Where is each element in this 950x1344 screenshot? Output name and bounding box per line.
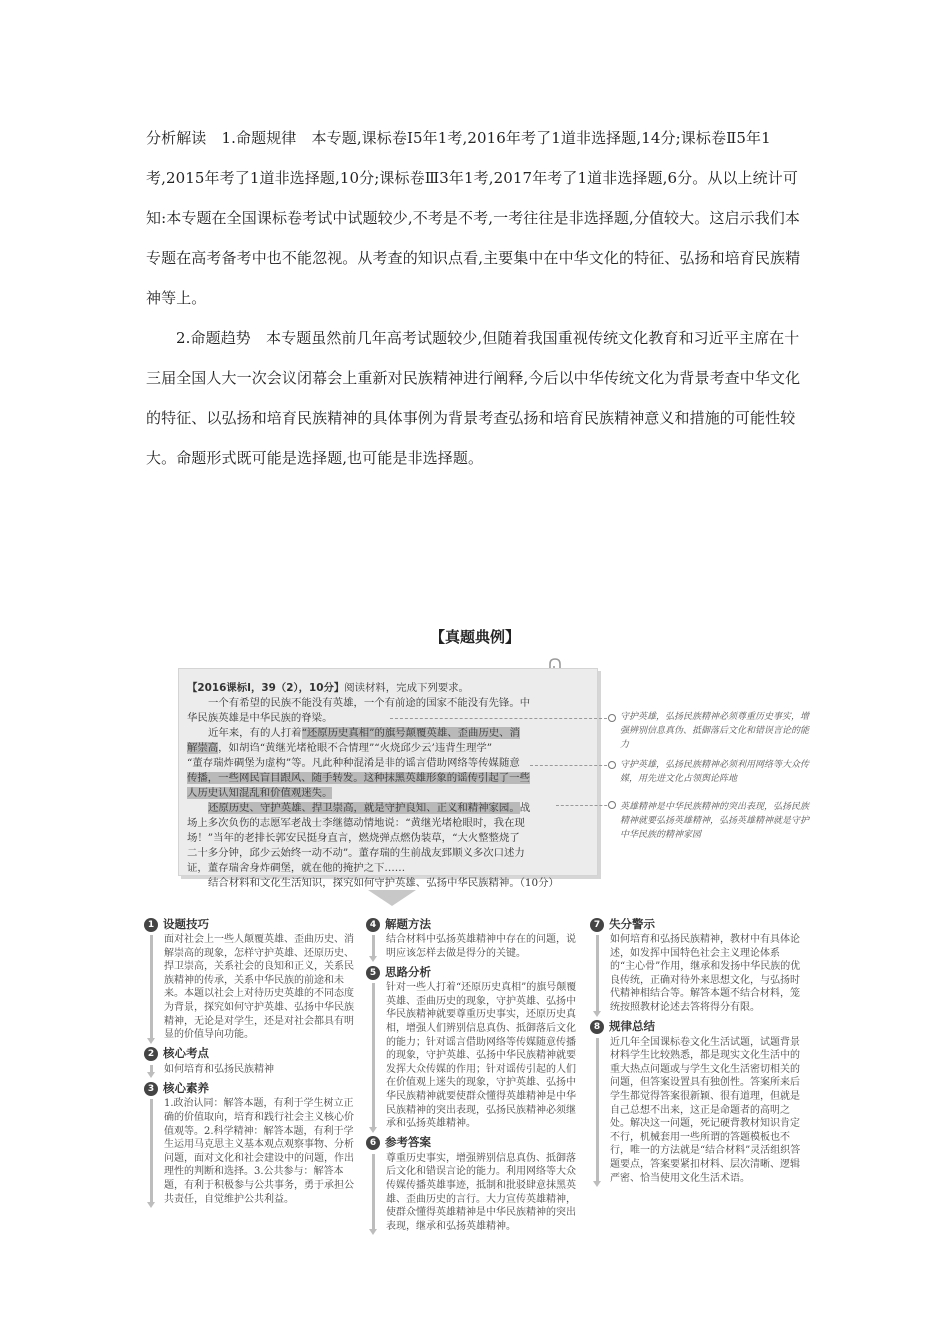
highlight-span: 还原历史、守护英雄、捍卫崇高，就是守护良知、正义和精神家园。 xyxy=(208,802,520,814)
analysis-paragraph-1: 分析解读 1.命题规律 本专题,课标卷Ⅰ5年1考,2016年考了1道非选择题,14分;课标卷Ⅱ5年1考,2015年考了1道非选择题,10分;课标卷Ⅲ3年1考,2017年考了1道非选择题,6分。从以上统计可知:本专题在全国课标卷考试中试题较少,不考是不考,一考往往是非选择题,分值较大。这启示我们本专题在高考备考中也不能忽视。从考查的知识点看,主要集中在中华文化的特征、弘扬和培育民族精神等上。 xyxy=(146,129,801,307)
section-method xyxy=(366,916,581,960)
section-heading: 参考答案 xyxy=(385,1135,431,1150)
question-line: “董存瑞炸碉堡为虚构”等。凡此种种混淆是非的谣言借助网络等传媒随意 xyxy=(187,757,520,769)
question-line xyxy=(187,726,591,741)
section-summary xyxy=(590,1019,805,1186)
flow-arrow-icon xyxy=(596,1038,599,1182)
question-line: 二十多分钟，邱少云始终一动不动”。董存瑞的生前战友郅顺义多次口述力 xyxy=(187,847,525,859)
annotation-dot xyxy=(608,714,616,722)
analysis-paragraph-2: 2.命题趋势 本专题虽然前几年高考试题较少,但随着我国重视传统文化教育和习近平主席在十三届全国人大一次会议闭幕会上重新对民族精神进行阐释,今后以中华传统文化为背景考查中华文化的特征、以弘扬和培育民族精神的具体事例为背景考查弘扬和培育民族精神意义和措施的可能性较大。命题形式既可能是选择题,也可能是非选择题。 xyxy=(146,329,801,467)
text-span: ，如胡诌“黄继光堵枪眼不合情理”“火烧邱少云’违背生理学” xyxy=(218,742,493,754)
number-badge: 6 xyxy=(366,1136,380,1150)
section-text: 针对一些人打着“还原历史真相”的旗号颠覆英雄、歪曲历史的现象，守护英雄、弘扬中华民族精神就要尊重历史事实，还原历史真相，增强人们辨别信息真伪、抵御落后文化的能力；针对谣言借助网络等传媒随意传播的现象，守护英雄、弘扬中华民族精神就要发挥大众传媒的作用；针对谣传引起的人们在价值观上迷失的现象，守护英雄、弘扬中华民族精神就要使群众懂得英雄精神是中华民族精神的突出表现，弘扬民族精神必须继承和弘扬英雄精神。 xyxy=(386,982,577,1130)
section-heading: 核心素养 xyxy=(163,1081,209,1096)
section-text: 近几年全国课标卷文化生活试题，试题背景材料学生比较熟悉，都是现实文化生活中的重大热点问题或与学生文化生活密切相关的问题，但答案设置具有独创性。答案所来后学生都觉得答案很新颖、很有道理，但就是自己总想不出来，这正是命题者的高明之处。解决这一问题，死记硬背教材知识肯定不行，机械套用一些所谓的答题模板也不行，唯一的方法就是“结合材料”灵活组织答题要点，答案要紧扣材料、层次清晰、逻辑严密、恰当使用文化生活术语。 xyxy=(610,1036,801,1184)
question-line: 华民族英雄是中华民族的脊梁。 xyxy=(187,712,333,724)
number-badge: 4 xyxy=(366,918,380,932)
question-line xyxy=(187,771,591,786)
section-heading: 解题方法 xyxy=(385,916,431,931)
question-text xyxy=(187,681,591,891)
section-core-literacy xyxy=(144,1080,359,1206)
annotation-connector xyxy=(530,765,612,766)
annotation-connector xyxy=(556,805,612,806)
number-badge: 7 xyxy=(590,918,604,932)
question-line: 场！”当年的老排长郭安民挺身直言，燃烧弹点燃伪装草，“大火整整烧了 xyxy=(187,832,520,844)
flow-arrow-icon xyxy=(372,983,375,1127)
section-warning xyxy=(590,916,805,1015)
annotation-note-2: 守护英雄，弘扬民族精神必须利用网络等大众传媒，用先进文化占领舆论阵地 xyxy=(620,760,810,784)
flow-arrow-icon xyxy=(150,1065,153,1073)
section-title: 【真题典例】 xyxy=(429,628,520,646)
text-span: 战 xyxy=(519,802,531,814)
question-line xyxy=(187,786,591,801)
section-core-point xyxy=(144,1046,359,1077)
highlight-span: 人历史认知混乱和价值观迷失。 xyxy=(187,787,333,799)
annotation-dot xyxy=(608,761,616,769)
number-badge: 3 xyxy=(144,1082,158,1096)
question-tag: 【2016课标Ⅰ，39（2），10分】 xyxy=(187,682,345,694)
section-heading: 失分警示 xyxy=(609,916,655,931)
column-right xyxy=(590,916,805,1189)
column-middle xyxy=(366,916,581,1237)
question-line: 场上多次负伤的志愿军老战士李继德动情地说：“黄继光堵枪眼时，我在现 xyxy=(187,817,525,829)
section-text: 面对社会上一些人颠覆英雄、歪曲历史、消解崇高的现象，怎样守护英雄、还原历史、捍卫崇高，关系社会的良知和正义，关系民族精神的传承，关系中华民族的前途和未来。本题以社会上对待历史英雄的不同态度为背景，探究如何守护英雄、弘扬中华民族精神，无论是对学生，还是对社会都具有明显的价值导向功能。 xyxy=(164,934,354,1041)
analysis-section xyxy=(146,118,806,478)
number-badge: 5 xyxy=(366,966,380,980)
annotation-note-3: 英雄精神是中华民族精神的突出表现，弘扬民族精神就要弘扬英雄精神，弘扬英雄精神就是守护中华民族的精神家园 xyxy=(620,802,810,840)
text-span: 近年来，有的人打着 xyxy=(208,727,302,739)
highlight-span: 传播，一些网民盲目跟风、随手转发。这种抹黑英雄形象的谣传引起了一些 xyxy=(187,772,530,784)
flow-arrow-icon xyxy=(150,935,153,1038)
annotation-connector xyxy=(390,718,612,719)
annotation-note-1: 守护英雄，弘扬民族精神必须尊重历史事实，增强辨别信息真伪、抵御落后文化和错误言论的能力 xyxy=(620,712,810,750)
section-heading: 设题技巧 xyxy=(163,916,209,931)
section-design-skill xyxy=(144,916,359,1042)
section-text: 如何培育和弘扬民族精神，教材中有具体论述，如发挥中国特色社会主义理论体系的“主心骨”作用，继承和发扬中华民族的优良传统，正确对待外来思想文化，与弘扬时代精神相结合等。解答本题不结合材料，笼统按照教材论述去答将得分有限。 xyxy=(610,934,801,1013)
question-card xyxy=(178,668,598,889)
flow-arrow-icon xyxy=(372,935,375,956)
number-badge: 8 xyxy=(590,1020,604,1034)
flow-arrow-icon xyxy=(372,1154,375,1230)
flow-arrow-icon xyxy=(596,935,599,1011)
question-line xyxy=(187,801,591,816)
flow-arrow-icon xyxy=(150,1099,153,1202)
section-text: 尊重历史事实，增强辨别信息真伪、抵御落后文化和错误言论的能力。利用网络等大众传媒传播英雄事迹，抵制和批驳肆意抹黑英雄、歪曲历史的言行。大力宣传英雄精神，使群众懂得英雄精神是中华民族精神的突出表现，继承和弘扬英雄精神。 xyxy=(386,1152,576,1232)
down-arrow-icon xyxy=(368,890,416,906)
question-line xyxy=(187,741,591,756)
highlight-span: 解崇高 xyxy=(187,742,219,754)
section-text: 1.政治认同：解答本题，有利于学生树立正确的价值取向，培育和践行社会主义核心价值观等。2.科学精神：解答本题，有利于学生运用马克思主义基本观点观察事物、分析问题，面对文化和社会建设中的问题，作出理性的判断和选择。3.公共参与：解答本题，有利于积极参与公共事务，勇于承担公共责任，自觉维护公共利益。 xyxy=(164,1098,354,1205)
question-intro: 阅读材料，完成下列要求。 xyxy=(344,682,469,694)
highlight-span: “还原历史真相”的旗号颠覆英雄、歪曲历史、消 xyxy=(301,727,520,739)
section-text: 结合材料中弘扬英雄精神中存在的问题，说明应该怎样去做是得分的关键。 xyxy=(386,934,576,959)
section-analysis xyxy=(366,964,581,1131)
section-heading: 核心考点 xyxy=(163,1046,209,1061)
question-line: 证，董存瑞舍身炸碉堡，就在他的掩护之下…… xyxy=(187,862,406,874)
section-heading: 规律总结 xyxy=(609,1019,655,1034)
number-badge: 1 xyxy=(144,918,158,932)
question-line: 结合材料和文化生活知识，探究如何守护英雄、弘扬中华民族精神。（10分） xyxy=(208,877,559,889)
question-line: 一个有希望的民族不能没有英雄，一个有前途的国家不能没有先锋。中 xyxy=(208,697,531,709)
question-line xyxy=(187,681,591,696)
section-answer xyxy=(366,1135,581,1234)
annotation-dot xyxy=(608,801,616,809)
section-text: 如何培育和弘扬民族精神 xyxy=(164,1063,274,1075)
number-badge: 2 xyxy=(144,1047,158,1061)
column-left xyxy=(144,916,359,1210)
section-heading: 思路分析 xyxy=(385,964,431,979)
